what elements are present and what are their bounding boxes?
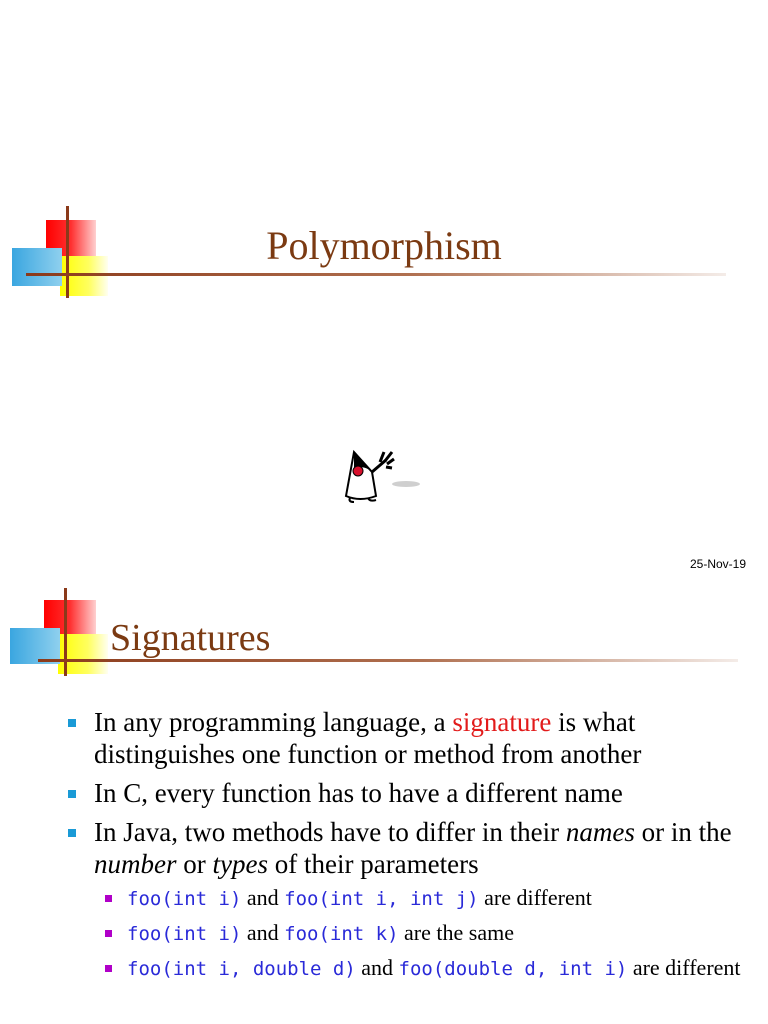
bullet-signature-definition: In any programming language, a signature is what distinguishes one function or method from another: [66, 706, 746, 770]
bullet-java-methods: In Java, two methods have to differ in their names or in the number or types of their parameters foo(int i) and foo(int i, int j) are different foo(int i) and foo(int k) are the same foo(int i, double d) and foo(double d, int i) are different: [66, 816, 746, 983]
logo-vertical-line: [64, 588, 67, 676]
title-underline: [26, 273, 726, 276]
sub-bullet-list: [94, 884, 746, 983]
bullet-list: [66, 706, 746, 990]
bullet-c-functions: In C, every function has to have a different name: [66, 777, 746, 809]
slide-date: 25-Nov-19: [689, 557, 746, 571]
slide-title: Polymorphism: [266, 223, 502, 268]
sub-bullet-different-order: foo(int i, double d) and foo(double d, int i) are different: [94, 954, 746, 983]
signature-highlight: signature: [452, 707, 552, 737]
duke-mascot-icon: [340, 444, 424, 511]
slide-title: Signatures: [110, 617, 271, 659]
sub-bullet-same-signature: foo(int i) and foo(int k) are the same: [94, 919, 746, 948]
sub-bullet-different-count: foo(int i) and foo(int i, int j) are different: [94, 884, 746, 913]
content-slide: [0, 586, 768, 1024]
decorative-logo: [10, 588, 110, 678]
